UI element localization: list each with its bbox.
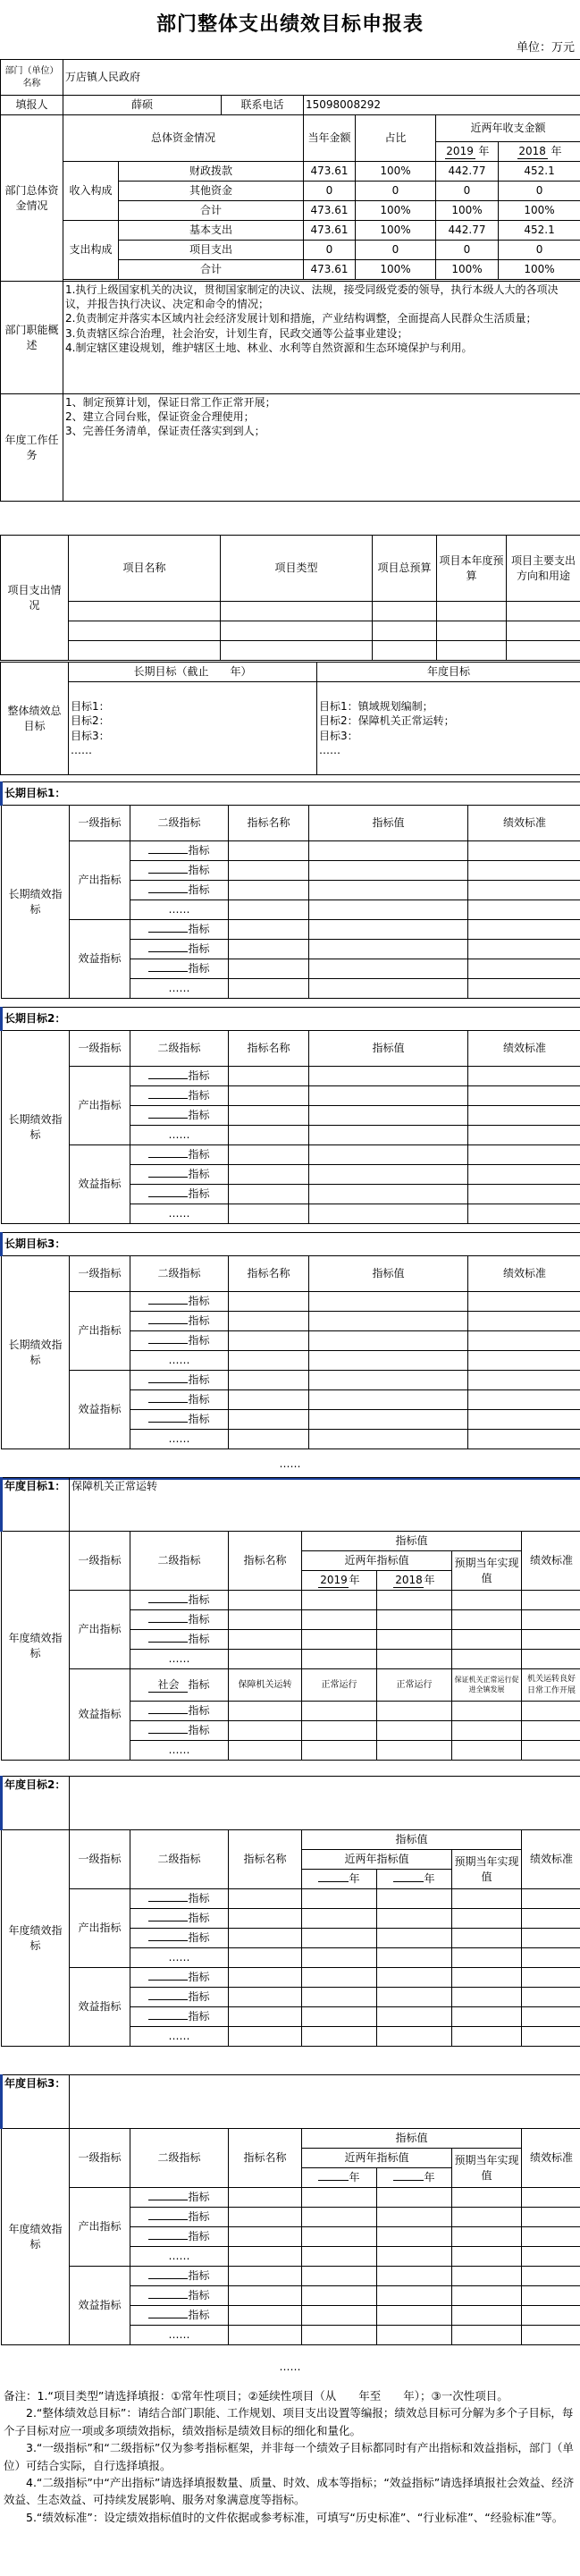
indicator-std-header: 绩效标准 <box>522 1532 580 1591</box>
expense-row-name: 合计 <box>119 260 304 280</box>
indicator-std-header: 绩效标准 <box>522 2129 580 2188</box>
overall-funds-label: 总体资金情况 <box>63 115 304 162</box>
long-goal-title: 长期目标1： <box>2 782 580 806</box>
year1-header: 年 <box>302 1870 377 1889</box>
subindicator-cell: 指标 <box>130 1106 229 1126</box>
subindicator-cell: 指标 <box>130 2306 229 2326</box>
current-amount-header: 当年金额 <box>304 115 356 162</box>
long-goal-title: 长期目标3： <box>2 1233 580 1256</box>
benefit-label: 效益指标 <box>70 920 130 999</box>
indicator-name-header: 指标名称 <box>229 2129 302 2188</box>
expense-row-y2: 100% <box>499 260 580 280</box>
task-line: 1、制定预算计划，保证日常工作正常开展； <box>65 396 276 409</box>
long-goal-title: 长期目标2： <box>2 1008 580 1031</box>
expense-row-current: 473.61 <box>304 221 356 241</box>
recent-years-header: 近两年指标值 <box>302 1551 452 1571</box>
subindicator-ellipsis: …… <box>130 979 229 999</box>
subindicator-ellipsis: …… <box>130 900 229 920</box>
output-label: 产出指标 <box>70 841 130 920</box>
duty-line: 3.负责辖区综合治理，社会治安，计划生育，民政交通等公益事业建设； <box>65 326 408 340</box>
level2-header: 二级指标 <box>130 1256 229 1292</box>
income-row-y2: 100% <box>499 201 580 221</box>
level2-header: 二级指标 <box>130 1532 229 1591</box>
subindicator-ellipsis: …… <box>130 2247 229 2267</box>
income-row-y2: 0 <box>499 182 580 201</box>
subindicator-cell: 指标 <box>130 1909 229 1929</box>
subindicator-cell: 指标 <box>130 1410 229 1430</box>
year-goal-item: 目标2：保障机关正常运转； <box>319 714 455 728</box>
income-row-y1: 442.77 <box>436 162 499 182</box>
level1-header: 一级指标 <box>70 1256 130 1292</box>
subindicator-cell: 指标 <box>130 1145 229 1165</box>
tasks-label: 年度工作任务 <box>1 394 63 502</box>
indicator-value-header: 指标值 <box>309 1031 468 1067</box>
level2-header: 二级指标 <box>130 1031 229 1067</box>
annual-indicator-side-label: 年度绩效指标 <box>2 2129 70 2345</box>
income-row-name: 财政拨款 <box>119 162 304 182</box>
funds-section-label: 部门总体资金情况 <box>1 115 63 282</box>
note-line: 2.“整体绩效总目标”：请结合部门职能、工作规划、项目支出设置等编报；绩效总目标可分解为多个子目标，每个子目标对应一项或多项绩效指标，绩效指标是绩效目标的细化和量化。 <box>4 2406 574 2437</box>
section-ellipsis: …… <box>0 1457 580 1480</box>
benefit-label: 效益指标 <box>70 1371 130 1449</box>
annual-goal-title: 年度目标3： <box>2 2075 70 2129</box>
year2-header: 年 <box>377 1870 452 1889</box>
benefit-standard: 机关运转良好日常工作开展 <box>522 1669 580 1702</box>
expense-row-y1: 442.77 <box>436 221 499 241</box>
expense-row-y1: 100% <box>436 260 499 280</box>
indicator-std-header: 绩效标准 <box>468 1256 580 1292</box>
benefit-label: 效益指标 <box>70 1968 130 2047</box>
expense-row-y2: 452.1 <box>499 221 580 241</box>
year2-header: 2018 年 <box>377 1571 452 1591</box>
recent-years-header: 近两年指标值 <box>302 2149 452 2168</box>
level2-header: 二级指标 <box>130 806 229 841</box>
annual-goal-table <box>0 1776 580 2047</box>
long-goal-item: 目标2： <box>71 714 110 728</box>
subindicator-cell: 指标 <box>130 2227 229 2247</box>
expense-row-ratio: 100% <box>356 260 436 280</box>
subindicator-cell: 指标 <box>130 1889 229 1909</box>
long-indicator-side-label: 长期绩效指标 <box>2 1031 70 1224</box>
notes <box>4 2387 576 2526</box>
indicator-name-header: 指标名称 <box>229 1532 302 1591</box>
duty-line: 2.负责制定并落实本区域内社会经济发展计划和措施，产业结构调整，全面提高人民群众生活质量； <box>65 312 537 325</box>
expense-row-y2: 0 <box>499 241 580 260</box>
year1-header: 2019 年 <box>302 1571 377 1591</box>
overall-goals-label: 整体绩效总目标 <box>1 663 69 775</box>
year-goal-list <box>317 682 580 775</box>
subindicator-cell: 指标 <box>130 1165 229 1185</box>
note-line: 3.“一级指标”和“二级指标”仅为参考指标框架，并非每一个绩效子目标都同时有产出指标和效益指标，部门（单位）可结合实际，自行选择填报。 <box>4 2441 574 2472</box>
income-row-ratio: 0 <box>356 182 436 201</box>
expense-row-current: 0 <box>304 241 356 260</box>
indicator-name-header: 指标名称 <box>229 806 309 841</box>
dept-label: 部门（单位）名称 <box>1 60 63 96</box>
indicator-std-header: 绩效标准 <box>522 1830 580 1889</box>
year-goal-header: 年度目标 <box>317 663 580 682</box>
indicator-value-header: 指标值 <box>309 1256 468 1292</box>
expense-row-ratio: 100% <box>356 221 436 241</box>
long-goal-list <box>69 682 317 775</box>
income-row-y2: 452.1 <box>499 162 580 182</box>
expected-value-header: 预期当年实现值 <box>452 1551 522 1591</box>
long-indicator-side-label: 长期绩效指标 <box>2 1256 70 1449</box>
subindicator-cell: 指标 <box>130 920 229 940</box>
benefit-label: 效益指标 <box>70 1145 130 1224</box>
subindicator-cell: 指标 <box>130 1929 229 1948</box>
indicator-std-header: 绩效标准 <box>468 1031 580 1067</box>
indicator-value-header: 指标值 <box>309 806 468 841</box>
annual-goal-desc <box>70 1777 580 1830</box>
annual-goal-title: 年度目标1： <box>2 1478 70 1532</box>
subindicator-cell: 指标 <box>130 1988 229 2007</box>
subindicator-ellipsis: …… <box>130 1650 229 1669</box>
subindicator-cell: 指标 <box>130 1185 229 1204</box>
expense-row-y1: 0 <box>436 241 499 260</box>
project-main-header: 项目主要支出方向和用途 <box>507 536 580 602</box>
subindicator-cell: 指标 <box>130 1331 229 1351</box>
level1-header: 一级指标 <box>70 2129 130 2188</box>
duties-label: 部门职能概述 <box>1 282 63 394</box>
benefit-value-y1: 正常运行 <box>302 1669 377 1702</box>
subindicator-ellipsis: …… <box>130 1204 229 1224</box>
duty-line: 4.制定辖区建设规划，维护辖区土地、林业、水利等自然资源和生态环境保护与利用。 <box>65 341 473 354</box>
long-goal-header: 长期目标（截止 年） <box>69 663 317 682</box>
annual-indicator-side-label: 年度绩效指标 <box>2 1532 70 1761</box>
dept-name: 万店镇人民政府 <box>63 60 580 96</box>
projects-table <box>0 535 580 661</box>
income-row-name: 合计 <box>119 201 304 221</box>
output-label: 产出指标 <box>70 1591 130 1669</box>
subindicator-ellipsis: …… <box>130 1351 229 1371</box>
income-row-ratio: 100% <box>356 162 436 182</box>
level2-header: 二级指标 <box>130 1830 229 1889</box>
indicator-value-header: 指标值 <box>302 1830 522 1850</box>
subindicator-cell: 指标 <box>130 841 229 861</box>
task-line: 3、完善任务清单，保证责任落实到到人； <box>65 425 265 438</box>
recent-years-header: 近两年指标值 <box>302 1850 452 1870</box>
income-row-y1: 0 <box>436 182 499 201</box>
subindicator-ellipsis: …… <box>130 1948 229 1968</box>
subindicator-cell: 指标 <box>130 2286 229 2306</box>
subindicator-cell: 指标 <box>130 1610 229 1630</box>
long-indicator-side-label: 长期绩效指标 <box>2 806 70 999</box>
expense-row-current: 473.61 <box>304 260 356 280</box>
year2-header: 2018 年 <box>499 142 580 162</box>
annual-indicator-side-label: 年度绩效指标 <box>2 1830 70 2047</box>
indicator-name-header: 指标名称 <box>229 1031 309 1067</box>
subindicator-cell: 指标 <box>130 1292 229 1312</box>
subindicator-cell: 指标 <box>130 940 229 959</box>
income-row-y1: 100% <box>436 201 499 221</box>
annual-goal-table <box>0 2074 580 2345</box>
subindicator-cell: 指标 <box>130 1371 229 1390</box>
subindicator-cell: 指标 <box>130 2007 229 2027</box>
benefit-value-y2: 正常运行 <box>377 1669 452 1702</box>
subindicator-ellipsis: …… <box>130 1126 229 1145</box>
year-goal-item: 目标1：镇域规划编制； <box>319 700 433 714</box>
expected-value-header: 预期当年实现值 <box>452 1850 522 1889</box>
note-line: 5.“绩效标准”：设定绩效指标值时的文件依据或参考标准，可填写“历史标准”、“行业标准”、“经验标准”等。 <box>26 2510 564 2524</box>
subindicator-cell: 指标 <box>130 2188 229 2208</box>
duties-text <box>63 282 580 394</box>
subindicator-cell: 指标 <box>130 1390 229 1410</box>
benefit-label: 效益指标 <box>70 2267 130 2345</box>
expense-row-ratio: 0 <box>356 241 436 260</box>
subindicator-cell: 指标 <box>130 1086 229 1106</box>
expense-row-name: 基本支出 <box>119 221 304 241</box>
long-goal-table <box>0 1007 580 1224</box>
income-row-name: 其他资金 <box>119 182 304 201</box>
output-label: 产出指标 <box>70 1067 130 1145</box>
ratio-header: 占比 <box>356 115 436 162</box>
level1-header: 一级指标 <box>70 1532 130 1591</box>
phone-label: 联系电话 <box>222 96 304 115</box>
project-year-header: 项目本年度预算 <box>437 536 507 602</box>
subindicator-cell: 指标 <box>130 1591 229 1610</box>
overall-goals-table <box>0 662 580 775</box>
subindicator-cell: 社会 指标 <box>130 1669 229 1702</box>
subindicator-cell: 指标 <box>130 2208 229 2227</box>
indicator-name-header: 指标名称 <box>229 1830 302 1889</box>
funds-table <box>0 59 580 502</box>
level1-header: 一级指标 <box>70 806 130 841</box>
year1-header: 2019 年 <box>436 142 499 162</box>
subindicator-cell: 指标 <box>130 1968 229 1988</box>
subindicator-ellipsis: …… <box>130 2027 229 2047</box>
projects-label: 项目支出情况 <box>1 536 69 661</box>
subindicator-cell: 指标 <box>130 1312 229 1331</box>
output-label: 产出指标 <box>70 1292 130 1371</box>
subindicator-cell: 指标 <box>130 1630 229 1650</box>
project-total-header: 项目总预算 <box>373 536 437 602</box>
unit-label: 单位：万元 <box>516 41 575 55</box>
level1-header: 一级指标 <box>70 1830 130 1889</box>
filler-name: 薛硕 <box>63 96 222 115</box>
benefit-label: 效益指标 <box>70 1669 130 1761</box>
level1-header: 一级指标 <box>70 1031 130 1067</box>
indicator-name-header: 指标名称 <box>229 1256 309 1292</box>
year2-header: 年 <box>377 2168 452 2188</box>
subindicator-cell: 指标 <box>130 861 229 881</box>
indicator-value-header: 指标值 <box>302 2129 522 2149</box>
filler-label: 填报人 <box>1 96 63 115</box>
subindicator-ellipsis: …… <box>130 1741 229 1761</box>
duty-line: 1.执行上级国家机关的决议，贯彻国家制定的决议、法规，接受同级党委的领导，执行本级人大的各项决议，并报告执行决议、决定和命令的情况； <box>65 283 559 311</box>
long-goal-item: 目标3： <box>71 729 110 742</box>
subindicator-ellipsis: …… <box>130 2326 229 2345</box>
subindicator-cell: 指标 <box>130 1721 229 1741</box>
annual-goal-title: 年度目标2： <box>2 1777 70 1830</box>
tasks-text <box>63 394 580 502</box>
income-row-current: 473.61 <box>304 201 356 221</box>
benefit-indicator-name: 保障机关运转 <box>229 1669 302 1702</box>
year1-header: 年 <box>302 2168 377 2188</box>
output-label: 产出指标 <box>70 1889 130 1968</box>
recent-years-header: 近两年收支金额 <box>436 115 580 142</box>
year-goal-item: 目标3： <box>319 729 358 742</box>
long-goal-table <box>0 1232 580 1449</box>
note-line: 备注：1.“项目类型”请选择填报：①常年性项目；②延续性项目（从 年至 年）；③一次性项目。 <box>4 2389 509 2403</box>
subindicator-cell: 指标 <box>130 959 229 979</box>
income-label: 收入构成 <box>63 162 119 221</box>
benefit-expected: 保证机关正常运行促进全镇发展 <box>452 1669 522 1702</box>
note-line: 4.“二级指标”中“产出指标”请选择填报数量、质量、时效、成本等指标；“效益指标”请选择填报社会效益、经济效益、生态效益、可持续发展影响、服务对象满意度等指标。 <box>4 2475 575 2507</box>
expected-value-header: 预期当年实现值 <box>452 2149 522 2188</box>
subindicator-ellipsis: …… <box>130 1430 229 1449</box>
project-type-header: 项目类型 <box>221 536 373 602</box>
output-label: 产出指标 <box>70 2188 130 2267</box>
long-goal-item: 目标1： <box>71 700 110 714</box>
indicator-value-header: 指标值 <box>302 1532 522 1551</box>
long-goal-table <box>0 781 580 999</box>
year-goal-item: …… <box>319 743 340 756</box>
long-goal-item: …… <box>71 743 92 756</box>
subindicator-cell: 指标 <box>130 881 229 900</box>
expense-label: 支出构成 <box>63 221 119 280</box>
section-ellipsis: …… <box>279 2361 301 2373</box>
annual-goal-desc: 保障机关正常运转 <box>70 1478 580 1532</box>
annual-goal-desc <box>70 2075 580 2129</box>
income-row-current: 0 <box>304 182 356 201</box>
subindicator-cell: 指标 <box>130 2267 229 2286</box>
page-title: 部门整体支出绩效目标申报表 <box>156 13 424 36</box>
task-line: 2、建立合同台账，保证资金合理使用； <box>65 410 255 424</box>
subindicator-cell: 指标 <box>130 1067 229 1086</box>
subindicator-cell: 指标 <box>130 1702 229 1721</box>
income-row-current: 473.61 <box>304 162 356 182</box>
income-row-ratio: 100% <box>356 201 436 221</box>
expense-row-name: 项目支出 <box>119 241 304 260</box>
indicator-std-header: 绩效标准 <box>468 806 580 841</box>
project-name-header: 项目名称 <box>69 536 221 602</box>
level2-header: 二级指标 <box>130 2129 229 2188</box>
annual-goal-table <box>0 1477 580 1761</box>
phone-value: 15098008292 <box>304 96 580 115</box>
